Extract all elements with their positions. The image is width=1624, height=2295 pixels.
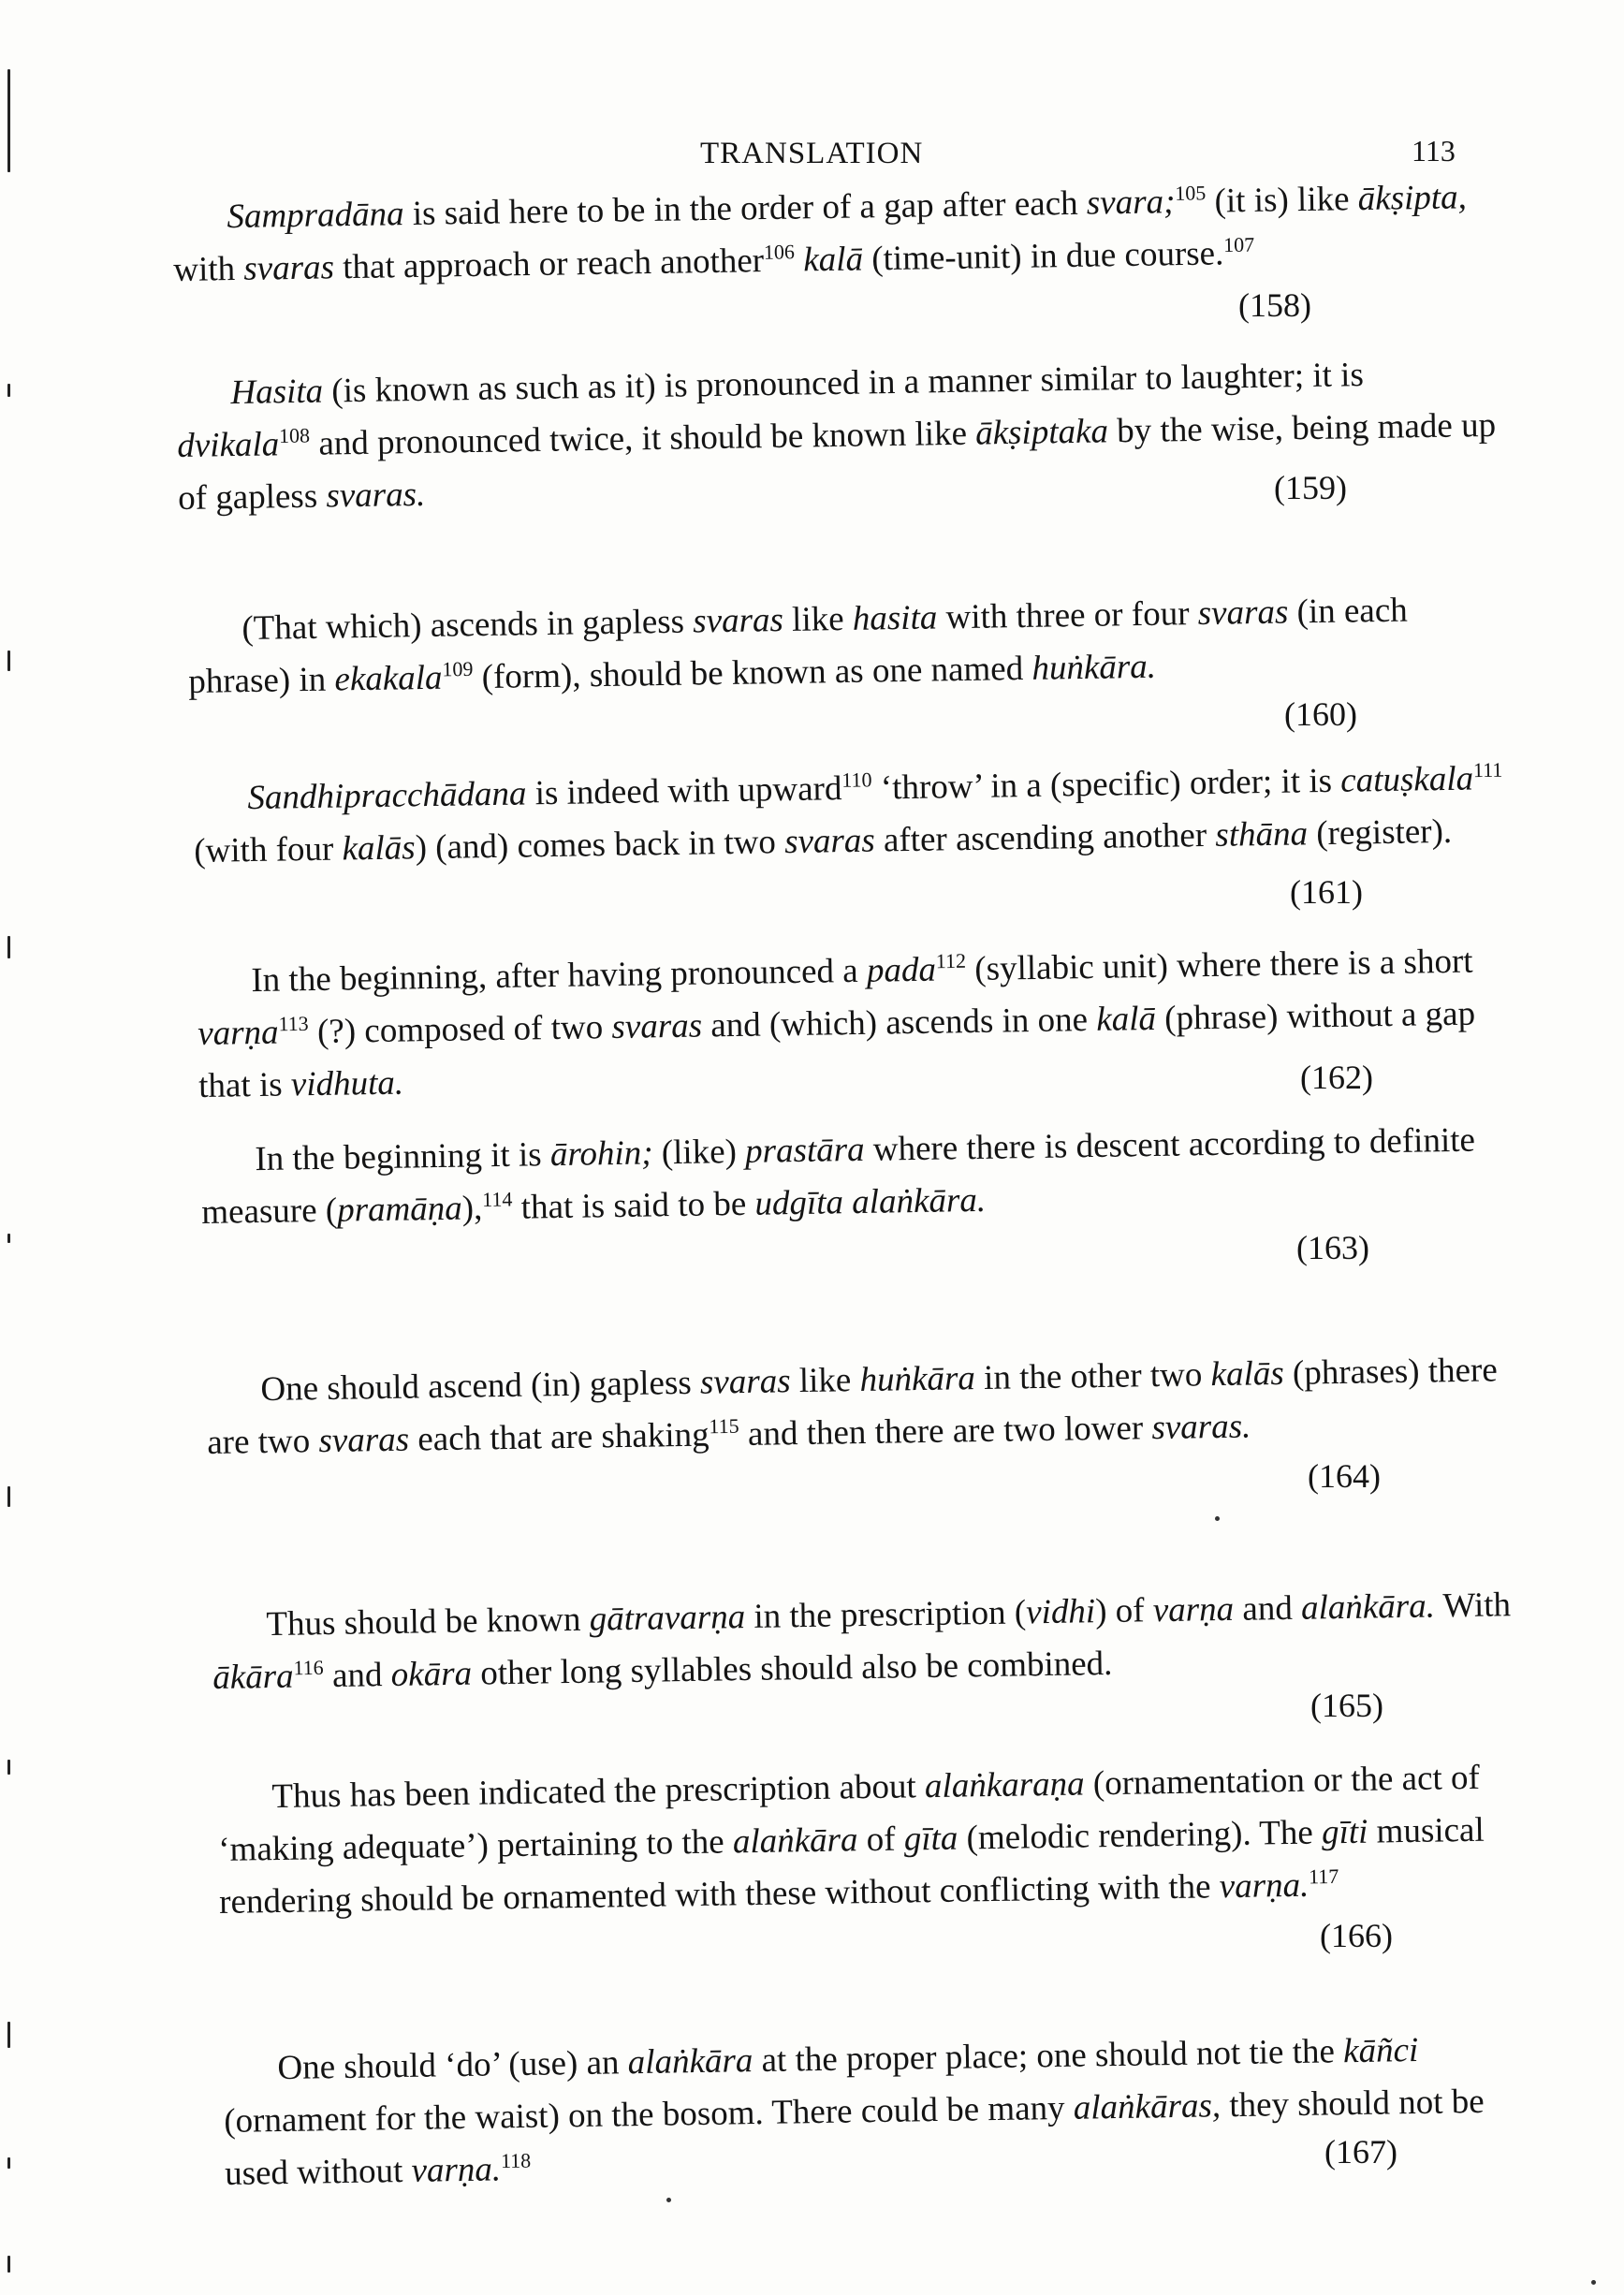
text-run: with three or four xyxy=(936,594,1199,637)
text-run: ‘throw’ in a (specific) order; it is xyxy=(871,761,1341,808)
italic-term: ākṣipta, xyxy=(1357,178,1468,219)
text-run: (ornamentation or the act of ‘making adequate’) pertaining to the xyxy=(217,1758,1481,1869)
text-run: at the proper place; one should not tie the xyxy=(753,2032,1344,2081)
italic-term: varṇa xyxy=(197,1013,279,1053)
italic-term: ākāra xyxy=(212,1657,294,1697)
margin-scan-mark xyxy=(7,936,10,958)
text-run: each that are shaking xyxy=(408,1415,710,1459)
text-run: (in each phrase) in xyxy=(187,591,1409,701)
italic-term: huṅkāra xyxy=(859,1359,976,1400)
text-run: (is known as such as it) is pronounced in a manner similar to laughter; it is xyxy=(322,356,1365,411)
text-run: (ornament for the waist) on the bosom. There could be many xyxy=(223,2088,1075,2141)
verse-158 xyxy=(172,171,1499,297)
italic-term: svaras xyxy=(783,821,876,862)
text-run: by the wise, being made up of gapless xyxy=(177,405,1497,518)
italic-term: okāra xyxy=(390,1654,473,1694)
text-run: in the other two xyxy=(974,1355,1211,1398)
margin-scan-mark xyxy=(7,1234,10,1243)
text-run: other long syllables should also be combined. xyxy=(471,1644,1113,1693)
italic-term: dvikala xyxy=(176,425,280,465)
text-run: is indeed with upward xyxy=(526,769,842,813)
verse-167 xyxy=(223,2023,1549,2200)
text-run: (with four xyxy=(193,829,343,870)
italic-term: gātravarṇa xyxy=(589,1598,746,1639)
italic-term: pada xyxy=(866,950,937,990)
verse-text xyxy=(223,2023,1549,2200)
verse-text xyxy=(187,583,1514,709)
verse-number: (162) xyxy=(1300,1059,1373,1096)
italic-term: svaras xyxy=(318,1420,410,1461)
italic-term: gīta xyxy=(903,1819,958,1859)
verse-number: (163) xyxy=(1296,1229,1369,1266)
text-run: and then there are two lower xyxy=(739,1409,1152,1454)
text-run: ) (and) comes back in two xyxy=(415,823,785,868)
footnote-ref: 112 xyxy=(935,948,967,973)
italic-term: svaras xyxy=(243,248,335,288)
italic-term: alaṅkaraṇa xyxy=(924,1764,1085,1806)
italic-term: Sandhipracchādana xyxy=(247,774,527,818)
text-run: like xyxy=(790,1361,860,1401)
footnote-ref: 113 xyxy=(278,1011,309,1036)
italic-term: catuṣkala xyxy=(1339,759,1474,800)
verse-164 xyxy=(206,1344,1532,1469)
text-run: (?) composed of two xyxy=(308,1008,612,1052)
text-run: Thus should be known xyxy=(266,1600,591,1645)
italic-term: kalās xyxy=(1210,1353,1285,1395)
text-run: is said here to be in the order of a gap after each xyxy=(403,183,1088,234)
verse-text xyxy=(217,1751,1544,1929)
verse-number: (161) xyxy=(1290,873,1363,911)
italic-term: svara; xyxy=(1086,183,1176,223)
italic-term: kalā xyxy=(1095,999,1157,1039)
text-run: ) of xyxy=(1094,1591,1154,1631)
verse-number: (167) xyxy=(1324,2133,1397,2171)
text-run: (syllabic unit) where there is a short xyxy=(965,942,1473,989)
text-run: after ascending another xyxy=(874,815,1216,860)
footnote-ref: 118 xyxy=(500,2148,532,2173)
scan-speck xyxy=(1591,2280,1596,2285)
italic-term: hasita xyxy=(852,598,938,638)
italic-term: kalā xyxy=(803,240,864,280)
italic-term: alaṅkāra xyxy=(732,1820,858,1862)
verse-number: (158) xyxy=(1238,286,1311,324)
italic-term: ekakala xyxy=(334,658,443,699)
text-run: they should not be used without xyxy=(224,2082,1485,2193)
text-run: like xyxy=(783,599,854,639)
verse-number: (165) xyxy=(1310,1687,1383,1724)
footnote-ref: 108 xyxy=(278,423,311,447)
text-run: and pronounced twice, it should be known like xyxy=(309,414,976,463)
italic-term: svaras xyxy=(611,1006,703,1047)
verse-number: (159) xyxy=(1274,469,1347,506)
text-run: where there is descent according to definite measure ( xyxy=(200,1120,1476,1232)
italic-term: ākṣiptaka xyxy=(974,412,1109,453)
text-run: ), xyxy=(461,1189,483,1228)
text-run: (form), should be known as one named xyxy=(473,649,1032,697)
footnote-ref: 114 xyxy=(481,1187,513,1211)
italic-term: svaras xyxy=(699,1362,791,1402)
verse-text xyxy=(172,171,1499,297)
footnote-ref: 110 xyxy=(841,767,872,792)
text-run: In the beginning, after having pronounced a xyxy=(251,951,868,1001)
verse-number: (166) xyxy=(1320,1917,1393,1954)
text-run: and xyxy=(323,1656,392,1696)
margin-scan-mark xyxy=(7,1760,10,1775)
text-run: and xyxy=(1233,1588,1302,1629)
italic-term: alaṅkāras, xyxy=(1073,2086,1222,2127)
italic-term: vidhi xyxy=(1025,1592,1096,1632)
margin-scan-mark xyxy=(7,384,10,397)
text-run: (That which) ascends in gapless xyxy=(241,602,694,649)
text-run: of xyxy=(857,1820,905,1860)
text-run: With xyxy=(1434,1586,1512,1626)
verse-166 xyxy=(217,1751,1544,1929)
text-run: that is said to be xyxy=(512,1184,755,1227)
footnote-ref: 105 xyxy=(1175,181,1207,205)
margin-scan-mark xyxy=(7,1486,10,1507)
margin-scan-mark xyxy=(7,2256,10,2273)
footnote-ref: 117 xyxy=(1308,1864,1339,1889)
text-run: (phrases) there are two xyxy=(206,1351,1499,1462)
margin-scan-mark xyxy=(7,2157,10,2169)
footnote-ref: 116 xyxy=(293,1655,324,1680)
italic-term: Hasita xyxy=(230,372,324,413)
verse-160 xyxy=(187,583,1514,709)
verse-text xyxy=(206,1344,1532,1469)
text-run: (melodic rendering). The xyxy=(958,1813,1323,1858)
verse-163 xyxy=(200,1114,1527,1239)
italic-term: huṅkāra. xyxy=(1031,647,1157,688)
italic-term: svaras xyxy=(1197,592,1289,634)
text-run: Thus has been indicated the prescription about xyxy=(271,1767,926,1817)
text-run: in the prescription ( xyxy=(744,1593,1027,1637)
italic-term: ārohin; xyxy=(549,1133,653,1175)
text-run: (phrase) without a gap that is xyxy=(198,994,1476,1105)
text-run: that approach or reach another xyxy=(333,241,765,287)
italic-term: prastāra xyxy=(744,1130,865,1171)
italic-term: sthāna xyxy=(1215,814,1309,855)
margin-scan-mark xyxy=(7,69,10,172)
italic-term: vidhuta. xyxy=(290,1063,404,1104)
verse-text xyxy=(193,753,1519,878)
footnote-ref: 115 xyxy=(709,1413,739,1439)
verse-161 xyxy=(193,753,1519,878)
italic-term: Sampradāna xyxy=(227,195,404,237)
verse-text xyxy=(200,1114,1527,1239)
italic-term: varṇa. xyxy=(1219,1865,1309,1907)
scan-speck xyxy=(1215,1516,1220,1521)
italic-term: svaras. xyxy=(1151,1407,1251,1448)
text-run: (time-unit) in due course. xyxy=(862,234,1224,279)
scan-speck xyxy=(666,2198,671,2202)
italic-term: alaṅkāra. xyxy=(851,1180,987,1222)
text-run: (register). xyxy=(1307,811,1453,854)
margin-scan-mark xyxy=(7,2022,10,2048)
verse-number: (160) xyxy=(1284,695,1357,733)
footnote-ref: 109 xyxy=(442,656,474,681)
footnote-ref: 107 xyxy=(1222,232,1255,257)
italic-term: varṇa. xyxy=(411,2150,502,2190)
text-run: with xyxy=(172,249,244,289)
text-run: (like) xyxy=(652,1132,746,1173)
text-run: musical rendering should be ornamented with these without conflicting with the xyxy=(218,1810,1485,1922)
italic-term: svaras xyxy=(692,601,784,641)
italic-term: varṇa xyxy=(1152,1589,1235,1630)
margin-scan-mark xyxy=(7,650,10,671)
italic-term: alaṅkāra xyxy=(627,2041,753,2083)
italic-term: gīti xyxy=(1321,1812,1368,1852)
page-number: 113 xyxy=(1412,134,1456,168)
text-run: One should ‘do’ (use) an xyxy=(277,2043,629,2088)
footnote-ref: 106 xyxy=(763,240,796,264)
text-run: and (which) ascends in one xyxy=(701,1000,1097,1045)
text-run: One should ascend (in) gapless xyxy=(260,1363,701,1410)
running-header: TRANSLATION xyxy=(700,137,924,170)
italic-term: pramāṇa xyxy=(336,1189,463,1230)
italic-term: udgīta xyxy=(754,1183,844,1223)
verse-number: (164) xyxy=(1308,1457,1381,1495)
italic-term: kalās xyxy=(342,828,416,869)
italic-term: alaṅkāra. xyxy=(1300,1586,1436,1628)
text-run: (it is) like xyxy=(1206,180,1359,221)
italic-term: kāñci xyxy=(1342,2030,1419,2071)
text-run: In the beginning it is xyxy=(255,1135,551,1179)
italic-term: svaras. xyxy=(326,475,426,516)
footnote-ref: 111 xyxy=(1472,757,1503,782)
